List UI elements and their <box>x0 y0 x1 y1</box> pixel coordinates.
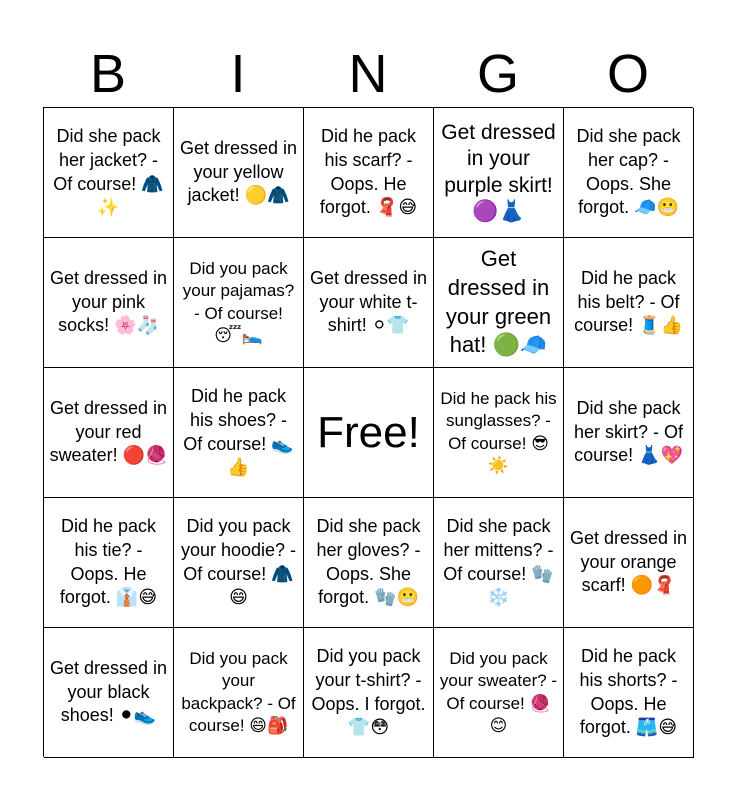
bingo-cell-r5-c2[interactable]: Did you pack your backpack? - Of course! 😄🎒 <box>174 628 304 758</box>
bingo-cell-r1-c2[interactable]: Get dressed in your yellow jacket! 🟡🧥 <box>174 108 304 238</box>
header-letter-i: I <box>230 44 246 104</box>
bingo-cell-r2-c1[interactable]: Get dressed in your pink socks! 🌸🧦 <box>44 238 174 368</box>
bingo-cell-r3-c5[interactable]: Did she pack her skirt? - Of course! 👗💖 <box>564 368 694 498</box>
bingo-cell-r2-c5[interactable]: Did he pack his belt? - Of course! 🧵👍 <box>564 238 694 368</box>
bingo-cell-r5-c1[interactable]: Get dressed in your black shoes! ⚫👟 <box>44 628 174 758</box>
header-letter-n: N <box>348 44 388 104</box>
bingo-cell-r4-c3[interactable]: Did she pack her gloves? - Oops. She forgot. 🧤😬 <box>304 498 434 628</box>
bingo-cell-r3-c2[interactable]: Did he pack his shoes? - Of course! 👟👍 <box>174 368 304 498</box>
bingo-cell-r5-c4[interactable]: Did you pack your sweater? - Of course! 🧶😊 <box>434 628 564 758</box>
bingo-cell-r1-c3[interactable]: Did he pack his scarf? - Oops. He forgot. 🧣😅 <box>304 108 434 238</box>
bingo-cell-r3-c1[interactable]: Get dressed in your red sweater! 🔴🧶 <box>44 368 174 498</box>
bingo-cell-r4-c2[interactable]: Did you pack your hoodie? - Of course! 🧥😄 <box>174 498 304 628</box>
bingo-cell-r2-c4[interactable]: Get dressed in your green hat! 🟢🧢 <box>434 238 564 368</box>
bingo-cell-r4-c1[interactable]: Did he pack his tie? - Oops. He forgot. 👔😅 <box>44 498 174 628</box>
bingo-cell-r1-c5[interactable]: Did she pack her cap? - Oops. She forgot. 🧢😬 <box>564 108 694 238</box>
bingo-free-space[interactable]: Free! <box>304 368 434 498</box>
bingo-cell-r5-c5[interactable]: Did he pack his shorts? - Oops. He forgot. 🩳😅 <box>564 628 694 758</box>
header-letter-g: G <box>476 44 519 104</box>
header-letter-o: O <box>606 44 649 104</box>
bingo-board <box>43 107 693 757</box>
bingo-cell-r1-c4[interactable]: Get dressed in your purple skirt! 🟣👗 <box>434 108 564 238</box>
bingo-cell-r3-c4[interactable]: Did he pack his sunglasses? - Of course! 😎☀️ <box>434 368 564 498</box>
bingo-cell-r1-c1[interactable]: Did she pack her jacket? - Of course! 🧥✨ <box>44 108 174 238</box>
bingo-cell-r5-c3[interactable]: Did you pack your t-shirt? - Oops. I forgot. 👕😳 <box>304 628 434 758</box>
bingo-cell-r2-c3[interactable]: Get dressed in your white t-shirt! ⚪👕 <box>304 238 434 368</box>
bingo-header <box>43 40 693 108</box>
bingo-cell-r2-c2[interactable]: Did you pack your pajamas? - Of course! 😴🛌 <box>174 238 304 368</box>
bingo-cell-r4-c5[interactable]: Get dressed in your orange scarf! 🟠🧣 <box>564 498 694 628</box>
header-letter-b: B <box>89 44 127 104</box>
bingo-cell-r4-c4[interactable]: Did she pack her mittens? - Of course! 🧤❄️ <box>434 498 564 628</box>
